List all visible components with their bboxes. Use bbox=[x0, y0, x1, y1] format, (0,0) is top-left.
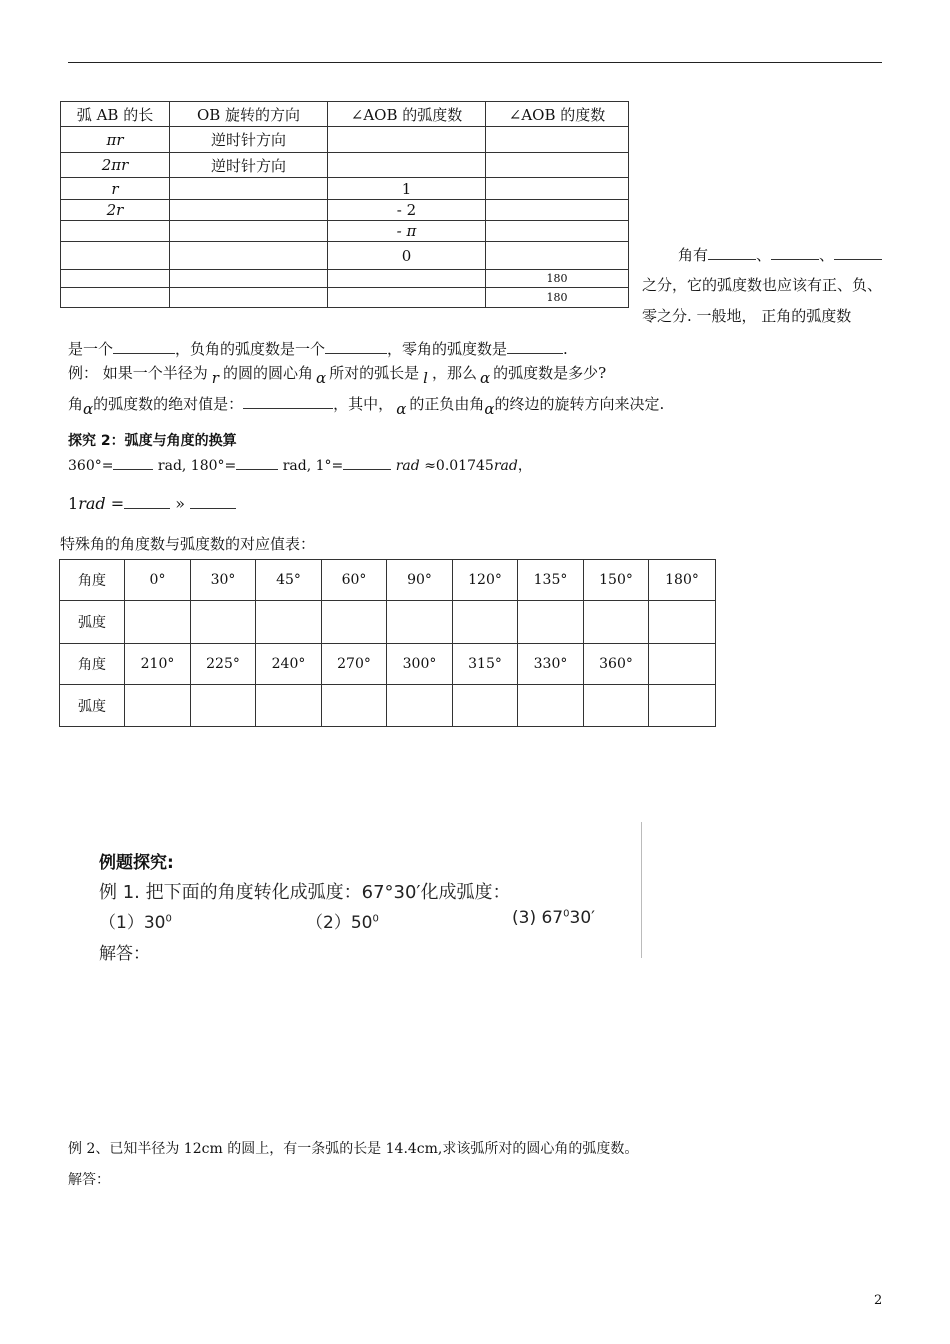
table-cell: 210° bbox=[125, 644, 191, 685]
table-cell bbox=[328, 153, 486, 178]
absolute-value-line: 角α的弧度数的绝对值是： ，其中， α 的正负由角α的终边的旋转方向来决定. bbox=[68, 395, 665, 418]
table-cell: 1 bbox=[328, 178, 486, 200]
blank bbox=[243, 408, 333, 409]
exercise-title: 例题探究: bbox=[99, 853, 174, 873]
table-cell: 270° bbox=[322, 644, 387, 685]
blank bbox=[113, 469, 153, 470]
table-cell: r bbox=[61, 178, 170, 200]
table-cell: 315° bbox=[453, 644, 518, 685]
header-radian: ∠AOB 的弧度数 bbox=[328, 102, 486, 127]
table-row bbox=[60, 560, 716, 601]
table-cell bbox=[518, 685, 584, 727]
table-row bbox=[61, 127, 629, 153]
table-cell: 45° bbox=[256, 560, 322, 601]
table-cell bbox=[649, 644, 716, 685]
table-cell: 逆时针方向 bbox=[170, 153, 328, 178]
table-row bbox=[61, 221, 629, 242]
blank bbox=[325, 353, 387, 354]
table-cell bbox=[61, 288, 170, 308]
table-cell bbox=[328, 270, 486, 288]
table-cell: 0 bbox=[328, 242, 486, 270]
header-rule bbox=[68, 62, 882, 63]
blank bbox=[834, 259, 882, 260]
table-cell: 225° bbox=[191, 644, 256, 685]
image-edge bbox=[641, 822, 642, 958]
table-cell bbox=[191, 685, 256, 727]
table-cell: - π bbox=[328, 221, 486, 242]
table-cell bbox=[170, 178, 328, 200]
table-cell bbox=[170, 288, 328, 308]
table-cell bbox=[61, 221, 170, 242]
table-cell bbox=[453, 601, 518, 644]
table-cell bbox=[328, 127, 486, 153]
table-cell bbox=[170, 270, 328, 288]
table-cell: 135° bbox=[518, 560, 584, 601]
table-cell bbox=[649, 685, 716, 727]
table-cell: 逆时针方向 bbox=[170, 127, 328, 153]
table-row bbox=[60, 685, 716, 727]
table-cell bbox=[61, 270, 170, 288]
table-cell bbox=[486, 178, 629, 200]
table-cell bbox=[125, 685, 191, 727]
table-cell bbox=[486, 221, 629, 242]
table-cell bbox=[328, 288, 486, 308]
header-direction: OB 旋转的方向 bbox=[170, 102, 328, 127]
table-cell: 150° bbox=[584, 560, 649, 601]
exercise-2-answer: 解答： bbox=[68, 1172, 110, 1188]
table-cell bbox=[486, 200, 629, 221]
table-row bbox=[61, 178, 629, 200]
special-angles-title: 特殊角的角度数与弧度数的对应值表： bbox=[60, 535, 316, 553]
table-cell: 2r bbox=[61, 200, 170, 221]
table-row bbox=[60, 601, 716, 644]
table-cell bbox=[486, 127, 629, 153]
table-cell bbox=[170, 221, 328, 242]
example-line: 例： 如果一个半径为 r 的圆的圆心角 α 所对的弧长是 l ，那么 α 的弧度数是多少? bbox=[68, 364, 607, 387]
exercise-1-part3: (3) $67^030'$ bbox=[512, 908, 595, 928]
exercise-1: 例 1. 把下面的角度转化成弧度：67°30′化成弧度： bbox=[99, 882, 511, 903]
sign-paragraph: 是一个 ，负角的弧度数是一个 ，零角的弧度数是 . bbox=[68, 340, 568, 358]
blank bbox=[190, 508, 236, 509]
arc-table bbox=[60, 101, 629, 308]
table-cell: 弧度 bbox=[60, 601, 125, 644]
table-row bbox=[61, 270, 629, 288]
table-cell bbox=[584, 601, 649, 644]
table-cell: 60° bbox=[322, 560, 387, 601]
blank bbox=[343, 469, 391, 470]
section2-title: 探究 2：弧度与角度的换算 bbox=[68, 433, 237, 449]
table-cell: 角度 bbox=[60, 644, 125, 685]
table-row bbox=[61, 242, 629, 270]
table-cell bbox=[584, 685, 649, 727]
table-cell bbox=[387, 601, 453, 644]
table-cell: - 2 bbox=[328, 200, 486, 221]
table-cell bbox=[486, 242, 629, 270]
side-text-line2: 之分，它的弧度数也应该有正、负、 bbox=[642, 276, 883, 294]
table-cell bbox=[322, 601, 387, 644]
arc-table-header bbox=[61, 102, 629, 127]
side-text-line1: 角有 、 、 bbox=[678, 244, 882, 265]
table-cell bbox=[256, 601, 322, 644]
table-cell: 弧度 bbox=[60, 685, 125, 727]
table-cell bbox=[170, 242, 328, 270]
table-cell bbox=[322, 685, 387, 727]
blank bbox=[771, 259, 819, 260]
table-row bbox=[61, 288, 629, 308]
table-cell: 360° bbox=[584, 644, 649, 685]
blank bbox=[124, 508, 170, 509]
table-cell bbox=[518, 601, 584, 644]
special-angles-table bbox=[59, 559, 716, 727]
table-cell bbox=[125, 601, 191, 644]
table-cell bbox=[256, 685, 322, 727]
header-arc-length: 弧 AB 的长 bbox=[61, 102, 170, 127]
table-cell bbox=[387, 685, 453, 727]
table-row bbox=[60, 644, 716, 685]
exercise-1-answer: 解答： bbox=[99, 944, 150, 964]
table-row bbox=[61, 200, 629, 221]
blank bbox=[708, 259, 756, 260]
table-cell bbox=[191, 601, 256, 644]
table-row bbox=[61, 153, 629, 178]
table-cell bbox=[61, 242, 170, 270]
table-cell bbox=[170, 200, 328, 221]
conversion-line: 360°= rad, 180°= rad, 1°= rad ≈0.01745rad， bbox=[68, 458, 532, 474]
table-cell: πr bbox=[61, 127, 170, 153]
blank bbox=[507, 353, 563, 354]
exercise-1-part1: $(1)30^0$ bbox=[99, 913, 172, 933]
side-text-line3: 零之分. 一般地， 正角的弧度数 bbox=[642, 307, 852, 325]
rad-line: 1rad = » bbox=[68, 494, 236, 513]
table-cell bbox=[486, 153, 629, 178]
table-cell: 120° bbox=[453, 560, 518, 601]
table-cell: 240° bbox=[256, 644, 322, 685]
exercise-2: 例 2、已知半径为 12cm 的圆上，有一条弧的长是 14.4cm,求该弧所对的圆心角的弧度数。 bbox=[68, 1141, 639, 1157]
table-cell: 180 bbox=[486, 288, 629, 308]
table-cell: 2πr bbox=[61, 153, 170, 178]
table-cell: 角度 bbox=[60, 560, 125, 601]
header-degree: ∠AOB 的度数 bbox=[486, 102, 629, 127]
table-cell: 330° bbox=[518, 644, 584, 685]
page-number: 2 bbox=[874, 1293, 883, 1308]
blank bbox=[236, 469, 278, 470]
table-cell: 0° bbox=[125, 560, 191, 601]
table-cell: 180° bbox=[649, 560, 716, 601]
table-cell bbox=[649, 601, 716, 644]
exercise-1-part2: $(2)50^0$ bbox=[306, 913, 379, 933]
table-cell bbox=[453, 685, 518, 727]
table-cell: 300° bbox=[387, 644, 453, 685]
table-cell: 180 bbox=[486, 270, 629, 288]
table-cell: 90° bbox=[387, 560, 453, 601]
blank bbox=[113, 353, 175, 354]
table-cell: 30° bbox=[191, 560, 256, 601]
